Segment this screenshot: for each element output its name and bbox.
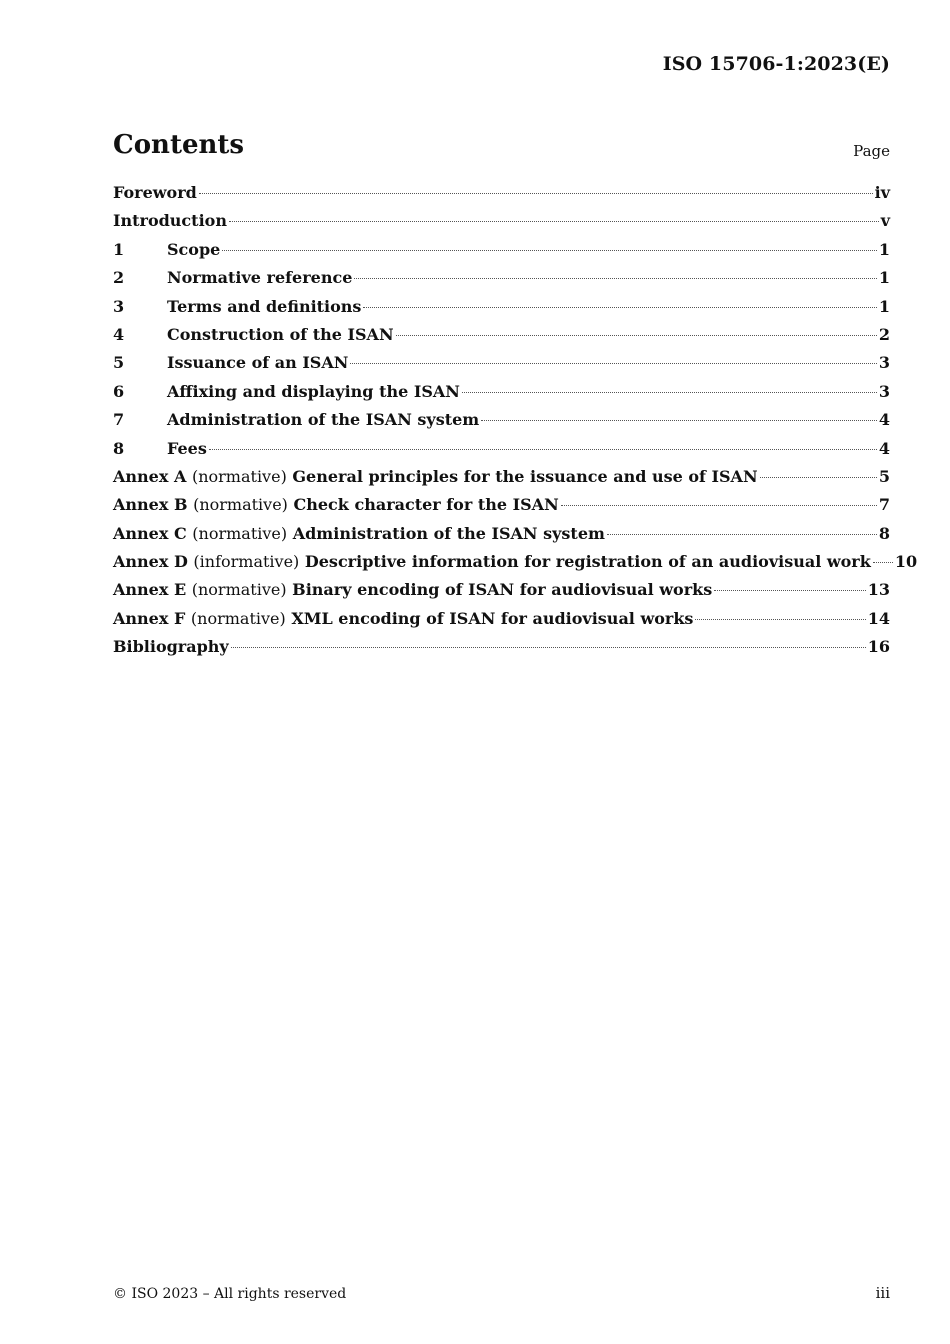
- toc-entry-title: [113, 467, 758, 486]
- toc-entry-number: 2: [113, 268, 125, 288]
- toc-entry-number: 3: [113, 296, 125, 316]
- annex-label: Annex D: [113, 552, 188, 572]
- toc-entry-number: 1: [113, 239, 125, 259]
- annex-type: (normative): [193, 495, 288, 515]
- toc-entry-scope[interactable]: [113, 240, 890, 268]
- annex-type: (normative): [192, 523, 288, 543]
- toc-entry-title: Scope: [167, 239, 221, 259]
- annex-name: Check character for the ISAN: [293, 495, 559, 515]
- dot-leader: [462, 392, 877, 393]
- annex-label: Annex E: [113, 580, 187, 600]
- annex-name: Administration of the ISAN system: [292, 523, 605, 543]
- annex-name: XML encoding of ISAN for audiovisual works: [291, 608, 694, 628]
- toc-entry-normative-reference[interactable]: [113, 268, 890, 296]
- dot-leader: [714, 590, 866, 591]
- toc-entry-page: 2: [878, 324, 890, 344]
- toc-entry-page: 5: [878, 466, 890, 486]
- toc-entry-title: [113, 552, 871, 571]
- toc-entry-number: 7: [113, 410, 125, 430]
- annex-label: Annex A: [113, 466, 187, 486]
- toc-entry-title: [113, 524, 605, 543]
- contents-heading: Contents: [113, 130, 245, 160]
- dot-leader: [607, 534, 877, 535]
- toc-entry-page: 10: [894, 552, 918, 572]
- toc-entry-construction[interactable]: [113, 325, 890, 353]
- toc-entry-title: Terms and definitions: [167, 296, 362, 316]
- toc-entry-title: [113, 580, 712, 599]
- toc-entry-annex-c[interactable]: [113, 524, 890, 552]
- toc-entry-page: 1: [878, 239, 890, 259]
- annex-name: Binary encoding of ISAN for audiovisual works: [292, 580, 713, 600]
- toc-entry-title: Administration of the ISAN system: [167, 410, 480, 430]
- annex-type: (normative): [190, 608, 286, 628]
- toc-entry-page: 4: [878, 438, 890, 458]
- copyright-notice: © ISO 2023 – All rights reserved: [113, 1286, 347, 1302]
- annex-name: General principles for the issuance and use of ISAN: [292, 466, 758, 486]
- toc-entry-title: Bibliography: [113, 637, 229, 657]
- document-id: ISO 15706-1:2023(E): [662, 53, 890, 75]
- annex-name: Descriptive information for registration of an audiovisual work: [304, 552, 871, 572]
- dot-leader: [350, 363, 876, 364]
- toc-entry-annex-a[interactable]: [113, 467, 890, 495]
- toc-entry-foreword[interactable]: [113, 183, 890, 211]
- toc-entry-page: 7: [878, 495, 890, 515]
- toc-entry-title: Construction of the ISAN: [167, 324, 394, 344]
- toc-entry-page: 1: [878, 296, 890, 316]
- annex-type: (normative): [191, 580, 287, 600]
- dot-leader: [354, 278, 876, 279]
- toc-entry-introduction[interactable]: [113, 211, 890, 239]
- dot-leader: [695, 619, 865, 620]
- toc-entry-page: 3: [878, 381, 890, 401]
- toc-entry-annex-d[interactable]: [113, 552, 918, 580]
- annex-label: Annex C: [113, 523, 187, 543]
- dot-leader: [199, 193, 873, 194]
- toc-entry-annex-b[interactable]: [113, 495, 890, 523]
- toc-entry-title: Normative reference: [167, 268, 353, 288]
- dot-leader: [363, 307, 876, 308]
- dot-leader: [209, 449, 877, 450]
- toc-entry-title: Issuance of an ISAN: [167, 353, 349, 373]
- page-column-label: Page: [853, 142, 890, 160]
- dot-leader: [481, 420, 877, 421]
- toc-entry-title: Fees: [167, 438, 207, 458]
- toc-entry-administration[interactable]: [113, 410, 890, 438]
- dot-leader: [760, 477, 877, 478]
- toc-entry-page: 8: [878, 523, 890, 543]
- toc-entry-title: [113, 495, 559, 514]
- toc-entry-annex-f[interactable]: [113, 609, 890, 637]
- toc-entry-annex-e[interactable]: [113, 580, 890, 608]
- toc-entry-title: [113, 609, 693, 628]
- dot-leader: [873, 562, 893, 563]
- page-number: iii: [875, 1284, 890, 1302]
- dot-leader: [222, 250, 877, 251]
- toc-entry-number: 6: [113, 381, 125, 401]
- toc-entry-page: v: [880, 211, 890, 231]
- toc-entry-page: iv: [874, 183, 890, 202]
- toc-entry-page: 3: [878, 353, 890, 373]
- toc-entry-page: 1: [878, 268, 890, 288]
- annex-type: (informative): [193, 552, 300, 572]
- dot-leader: [561, 505, 877, 506]
- toc-entry-page: 14: [867, 608, 890, 628]
- annex-label: Annex B: [113, 495, 188, 515]
- toc-entry-number: 8: [113, 438, 125, 458]
- dot-leader: [396, 335, 877, 336]
- toc-entry-bibliography[interactable]: [113, 637, 890, 665]
- table-of-contents: [113, 183, 918, 666]
- annex-label: Annex F: [113, 608, 186, 628]
- toc-entry-affixing[interactable]: [113, 382, 890, 410]
- toc-entry-terms-and-definitions[interactable]: [113, 297, 890, 325]
- toc-entry-fees[interactable]: [113, 439, 890, 467]
- toc-entry-title: Introduction: [113, 211, 227, 231]
- toc-entry-page: 16: [867, 637, 890, 657]
- toc-entry-page: 13: [867, 580, 890, 600]
- annex-type: (normative): [191, 466, 287, 486]
- toc-entry-title: Foreword: [113, 183, 197, 202]
- dot-leader: [229, 221, 879, 222]
- dot-leader: [231, 647, 866, 648]
- toc-entry-number: 5: [113, 353, 125, 373]
- toc-entry-page: 4: [878, 410, 890, 430]
- toc-entry-issuance[interactable]: [113, 353, 890, 381]
- toc-entry-number: 4: [113, 324, 125, 344]
- toc-entry-title: Affixing and displaying the ISAN: [167, 381, 460, 401]
